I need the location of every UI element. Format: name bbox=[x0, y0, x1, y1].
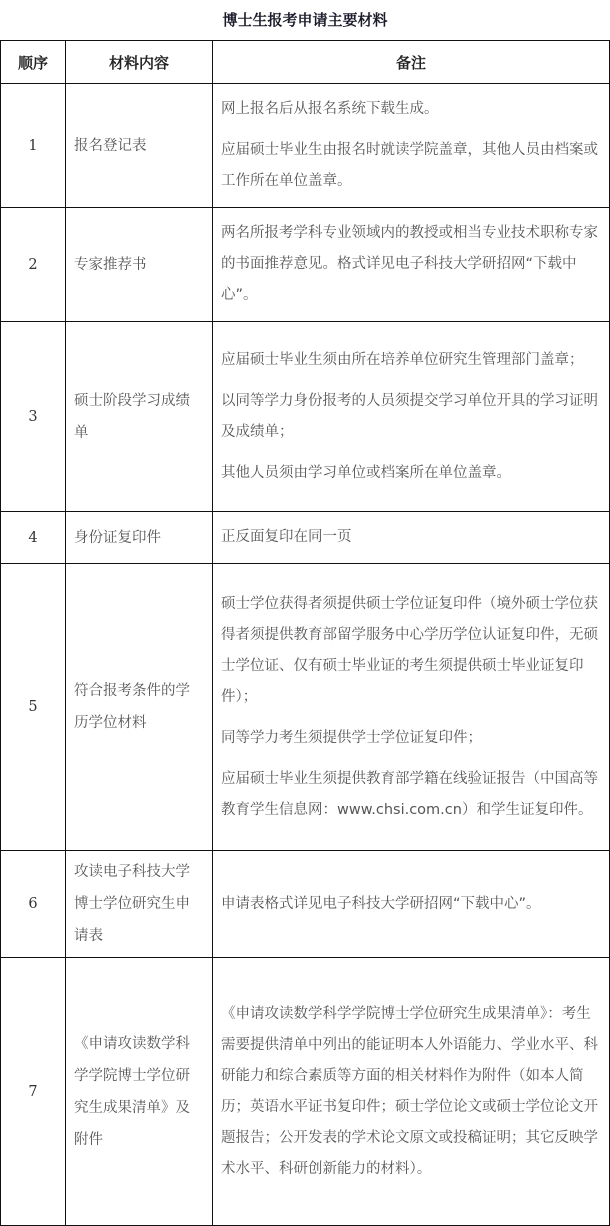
remark-paragraph: 应届硕士毕业生须由所在培养单位研究生管理部门盖章； bbox=[221, 351, 584, 368]
material-name: 攻读电子科技大学博士学位研究生申请表 bbox=[66, 851, 213, 958]
row-number: 4 bbox=[1, 512, 66, 564]
row-number: 7 bbox=[1, 958, 66, 1226]
remarks-cell bbox=[213, 208, 610, 322]
table-row bbox=[1, 322, 610, 512]
row-number: 3 bbox=[1, 322, 66, 512]
material-name: 《申请攻读数学科学学院博士学位研究生成果清单》及附件 bbox=[66, 958, 213, 1226]
material-name: 符合报考条件的学历学位材料 bbox=[66, 564, 213, 851]
header-material: 材料内容 bbox=[66, 41, 213, 84]
remark-paragraph: 应届硕士毕业生由报名时就读学院盖章，其他人员由档案或工作所在单位盖章。 bbox=[221, 142, 598, 189]
remarks-cell bbox=[213, 564, 610, 851]
table-row bbox=[1, 512, 610, 564]
remark-paragraph: 其他人员须由学习单位或档案所在单位盖章。 bbox=[221, 464, 511, 481]
remark-paragraph: 硕士学位获得者须提供硕士学位证复印件（境外硕士学位获得者须提供教育部留学服务中心学历学位认证复印件，无硕士学位证、仅有硕士毕业证的考生须提供硕士毕业证复印件）； bbox=[221, 595, 598, 705]
material-name: 报名登记表 bbox=[66, 84, 213, 208]
material-name: 硕士阶段学习成绩单 bbox=[66, 322, 213, 512]
material-name: 身份证复印件 bbox=[66, 512, 213, 564]
table-row bbox=[1, 208, 610, 322]
remark-paragraph: 正反面复印在同一页 bbox=[221, 529, 352, 545]
materials-table bbox=[0, 40, 610, 1226]
document-title: 博士生报考申请主要材料 bbox=[222, 11, 388, 29]
remarks-cell bbox=[213, 851, 610, 958]
remarks-cell bbox=[213, 512, 610, 564]
remark-paragraph: 以同等学力身份报考的人员须提交学习单位开具的学习证明及成绩单； bbox=[221, 392, 598, 440]
remarks-cell bbox=[213, 322, 610, 512]
table-row bbox=[1, 564, 610, 851]
material-name: 专家推荐书 bbox=[66, 208, 213, 322]
header-remarks: 备注 bbox=[213, 41, 610, 84]
remarks-cell bbox=[213, 958, 610, 1226]
row-number: 6 bbox=[1, 851, 66, 958]
header-order: 顺序 bbox=[1, 41, 66, 84]
remark-paragraph: 应届硕士毕业生须提供教育部学籍在线验证报告（中国高等教育学生信息网：www.chsi.com.cn）和学生证复印件。 bbox=[221, 770, 598, 818]
table-row bbox=[1, 958, 610, 1226]
remark-paragraph: 网上报名后从报名系统下载生成。 bbox=[221, 101, 439, 117]
remark-paragraph: 《申请攻读数学科学学院博士学位研究生成果清单》：考生需要提供清单中列出的能证明本人外语能力、学业水平、科研能力和综合素质等方面的相关材料作为附件（如本人简历；英语水平证书复印件；硕士学位论文或硕士学位论文开题报告；公开发表的学术论文原文或投稿证明；其它反映学术水平、科研创新能力的材料）。 bbox=[221, 1005, 598, 1177]
remark-paragraph: 两名所报考学科专业领域内的教授或相当专业技术职称专家的书面推荐意见。格式详见电子科技大学研招网“下载中心”。 bbox=[221, 225, 598, 303]
remark-paragraph: 同等学力考生须提供学士学位证复印件； bbox=[221, 729, 482, 746]
table-header-row bbox=[1, 41, 610, 84]
table-row bbox=[1, 851, 610, 958]
row-number: 2 bbox=[1, 208, 66, 322]
table-row bbox=[1, 84, 610, 208]
row-number: 5 bbox=[1, 564, 66, 851]
remark-paragraph: 申请表格式详见电子科技大学研招网“下载中心”。 bbox=[221, 895, 541, 912]
remarks-cell bbox=[213, 84, 610, 208]
row-number: 1 bbox=[1, 84, 66, 208]
